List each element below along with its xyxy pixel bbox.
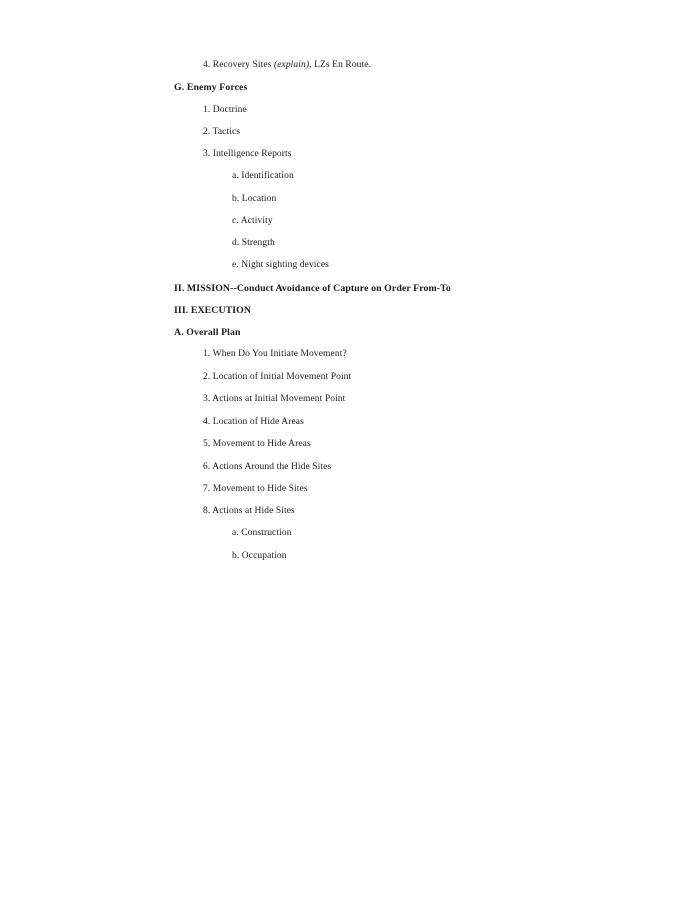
enemy-forces-heading: G. Enemy Forces (174, 82, 248, 93)
hide-sites-sub-item: a. Construction (232, 528, 292, 538)
overall-plan-item: 3. Actions at Initial Movement Point (203, 394, 346, 404)
recovery-sites-item (203, 59, 371, 71)
intel-sub-item: e. Night sighting devices (232, 260, 329, 270)
recovery-sites-prefix: 4. Recovery Sites (203, 60, 274, 70)
mission-heading: II. MISSION--Conduct Avoidance of Capture on Order From-To (174, 283, 451, 294)
enemy-forces-item: 3. Intelligence Reports (203, 149, 292, 159)
intel-sub-item: a. Identification (232, 171, 294, 181)
overall-plan-item: 1. When Do You Initiate Movement? (203, 349, 347, 359)
execution-heading: III. EXECUTION (174, 305, 252, 316)
overall-plan-item: 5. Movement to Hide Areas (203, 439, 311, 449)
overall-plan-item: 6. Actions Around the Hide Sites (203, 462, 332, 472)
hide-sites-sub-item: b. Occupation (232, 551, 287, 561)
enemy-forces-item: 1. Doctrine (203, 105, 247, 115)
recovery-sites-suffix: LZs En Route. (311, 60, 372, 70)
overall-plan-item: 7. Movement to Hide Sites (203, 484, 308, 494)
overall-plan-item: 4. Location of Hide Areas (203, 417, 304, 427)
overall-plan-item: 2. Location of Initial Movement Point (203, 372, 352, 382)
intel-sub-item: d. Strength (232, 238, 275, 248)
overall-plan-item: 8. Actions at Hide Sites (203, 506, 295, 516)
intel-sub-item: c. Activity (232, 216, 273, 226)
intel-sub-item: b. Location (232, 194, 277, 204)
recovery-sites-italic: (explain), (273, 60, 312, 70)
overall-plan-heading: A. Overall Plan (174, 327, 241, 338)
enemy-forces-item: 2. Tactics (203, 127, 241, 137)
